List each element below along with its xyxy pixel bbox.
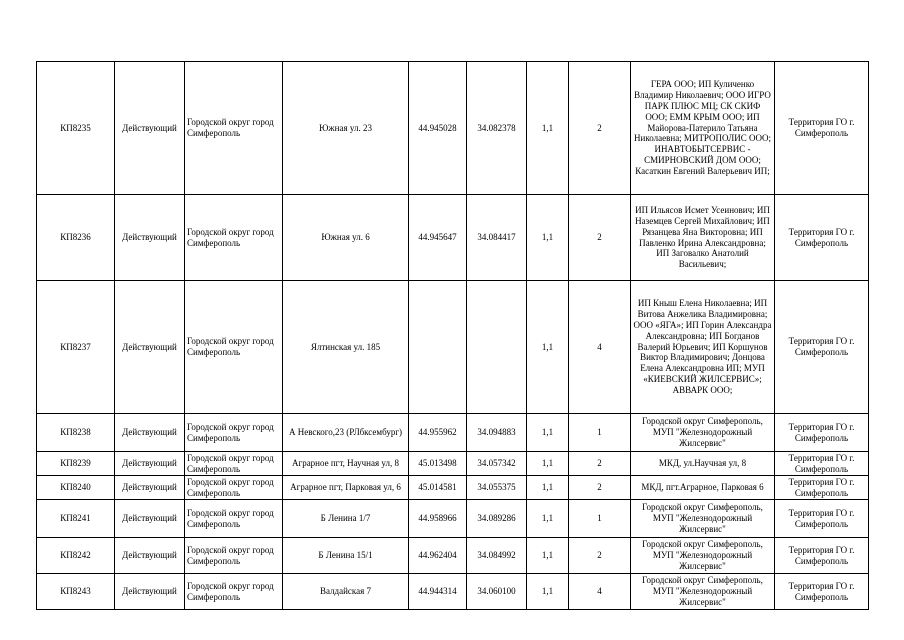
site-code: КП8241 (37, 500, 115, 538)
site-status: Действующий (115, 62, 185, 195)
site-municipality: Городской округ город Симферополь (185, 281, 283, 414)
site-longitude: 34.094883 (467, 414, 527, 452)
site-municipality: Городской округ город Симферополь (185, 414, 283, 452)
container-volume: 1,1 (527, 414, 569, 452)
site-latitude: 45.013498 (409, 452, 467, 476)
site-municipality: Городской округ город Симферополь (185, 574, 283, 610)
site-status: Действующий (115, 476, 185, 500)
site-code: КП8243 (37, 574, 115, 610)
container-volume: 1,1 (527, 538, 569, 574)
site-longitude (467, 281, 527, 414)
site-longitude: 34.084417 (467, 195, 527, 281)
site-address: Южная ул. 6 (283, 195, 409, 281)
container-volume: 1,1 (527, 574, 569, 610)
table-row (37, 476, 869, 500)
site-territory: Территория ГО г. Симферополь (775, 62, 869, 195)
site-municipality: Городской округ город Симферополь (185, 62, 283, 195)
site-territory: Территория ГО г. Симферополь (775, 281, 869, 414)
container-count: 2 (569, 538, 631, 574)
site-owner: ИП Кныш Елена Николаевна; ИП Витова Анжелика Владимировна; ООО «ЯГА»; ИП Горин Александра Александровна; ИП Богданов Валерий Юрьевич; ИП Коршунов Виктор Владимирович; Донцова Елена Александровна ИП; МУП «КИЕВСКИЙ ЖИЛСЕРВИС»; АВВАРК ООО; (631, 281, 775, 414)
container-count: 1 (569, 500, 631, 538)
site-municipality: Городской округ город Симферополь (185, 195, 283, 281)
site-owner: ГЕРА ООО; ИП Куличенко Владимир Николаевич; ООО ИГРО ПАРК ПЛЮС МЦ; СК СКИФ ООО; ЕММ КРЫМ ООО; ИП Майорова-Патерило Татьяна Николаевна; МИТРОПОЛИС ООО; ИНАВТОБЫТСЕРВИС - СМИРНОВСКИЙ ДОМ ООО; Касаткин Евгений Валерьевич ИП; (631, 62, 775, 195)
site-status: Действующий (115, 281, 185, 414)
site-code: КП8238 (37, 414, 115, 452)
site-latitude: 44.945028 (409, 62, 467, 195)
site-address: Валдайская 7 (283, 574, 409, 610)
container-sites-table (36, 61, 869, 610)
site-longitude: 34.089286 (467, 500, 527, 538)
site-longitude: 34.060100 (467, 574, 527, 610)
table-row (37, 452, 869, 476)
site-code: КП8237 (37, 281, 115, 414)
site-latitude (409, 281, 467, 414)
site-territory: Территория ГО г. Симферополь (775, 452, 869, 476)
container-count: 2 (569, 476, 631, 500)
site-status: Действующий (115, 574, 185, 610)
container-volume: 1,1 (527, 281, 569, 414)
site-address: Аграрное пгт, Научная ул, 8 (283, 452, 409, 476)
site-status: Действующий (115, 414, 185, 452)
site-code: КП8240 (37, 476, 115, 500)
site-address: Южная ул. 23 (283, 62, 409, 195)
site-territory: Территория ГО г. Симферополь (775, 500, 869, 538)
site-longitude: 34.055375 (467, 476, 527, 500)
site-code: КП8235 (37, 62, 115, 195)
site-code: КП8239 (37, 452, 115, 476)
table-row (37, 281, 869, 414)
site-status: Действующий (115, 452, 185, 476)
site-municipality: Городской округ город Симферополь (185, 538, 283, 574)
site-owner: МКД, ул.Научная ул, 8 (631, 452, 775, 476)
site-municipality: Городской округ город Симферополь (185, 452, 283, 476)
site-latitude: 44.955962 (409, 414, 467, 452)
site-owner: МКД, пгт.Аграрное, Парковая 6 (631, 476, 775, 500)
site-owner: Городской округ Симферополь, МУП "Железнодорожный Жилсервис" (631, 414, 775, 452)
site-territory: Территория ГО г. Симферополь (775, 538, 869, 574)
site-latitude: 44.944314 (409, 574, 467, 610)
site-territory: Территория ГО г. Симферополь (775, 574, 869, 610)
site-code: КП8236 (37, 195, 115, 281)
site-address: Б Ленина 1/7 (283, 500, 409, 538)
site-status: Действующий (115, 538, 185, 574)
site-status: Действующий (115, 500, 185, 538)
site-longitude: 34.082378 (467, 62, 527, 195)
site-address: Б Ленина 15/1 (283, 538, 409, 574)
table-row (37, 538, 869, 574)
table-row (37, 414, 869, 452)
table-row (37, 62, 869, 195)
table-row (37, 500, 869, 538)
site-code: КП8242 (37, 538, 115, 574)
site-territory: Территория ГО г. Симферополь (775, 195, 869, 281)
site-latitude: 45.014581 (409, 476, 467, 500)
site-address: Аграрное пгт, Парковая ул, 6 (283, 476, 409, 500)
site-address: А Невского,23 (РЛбксембург) (283, 414, 409, 452)
site-longitude: 34.084992 (467, 538, 527, 574)
site-territory: Территория ГО г. Симферополь (775, 476, 869, 500)
site-owner: ИП Ильясов Исмет Усеинович; ИП Наземцев Сергей Михайлович; ИП Рязанцева Яна Викторовна; ИП Павленко Ирина Александровна; ИП Заговалко Анатолий Васильевич; (631, 195, 775, 281)
container-count: 4 (569, 574, 631, 610)
container-count: 4 (569, 281, 631, 414)
container-count: 1 (569, 414, 631, 452)
table-row (37, 574, 869, 610)
site-latitude: 44.962404 (409, 538, 467, 574)
container-volume: 1,1 (527, 500, 569, 538)
site-municipality: Городской округ город Симферополь (185, 500, 283, 538)
site-latitude: 44.945647 (409, 195, 467, 281)
site-latitude: 44.958966 (409, 500, 467, 538)
site-address: Ялтинская ул. 185 (283, 281, 409, 414)
site-owner: Городской округ Симферополь, МУП "Железнодорожный Жилсервис" (631, 500, 775, 538)
site-status: Действующий (115, 195, 185, 281)
site-owner: Городской округ Симферополь, МУП "Железнодорожный Жилсервис" (631, 574, 775, 610)
container-volume: 1,1 (527, 476, 569, 500)
container-count: 2 (569, 452, 631, 476)
site-municipality: Городской округ город Симферополь (185, 476, 283, 500)
container-volume: 1,1 (527, 62, 569, 195)
site-territory: Территория ГО г. Симферополь (775, 414, 869, 452)
container-count: 2 (569, 195, 631, 281)
site-longitude: 34.057342 (467, 452, 527, 476)
site-owner: Городской округ Симферополь, МУП "Железнодорожный Жилсервис" (631, 538, 775, 574)
container-volume: 1,1 (527, 452, 569, 476)
container-volume: 1,1 (527, 195, 569, 281)
table-row (37, 195, 869, 281)
container-count: 2 (569, 62, 631, 195)
